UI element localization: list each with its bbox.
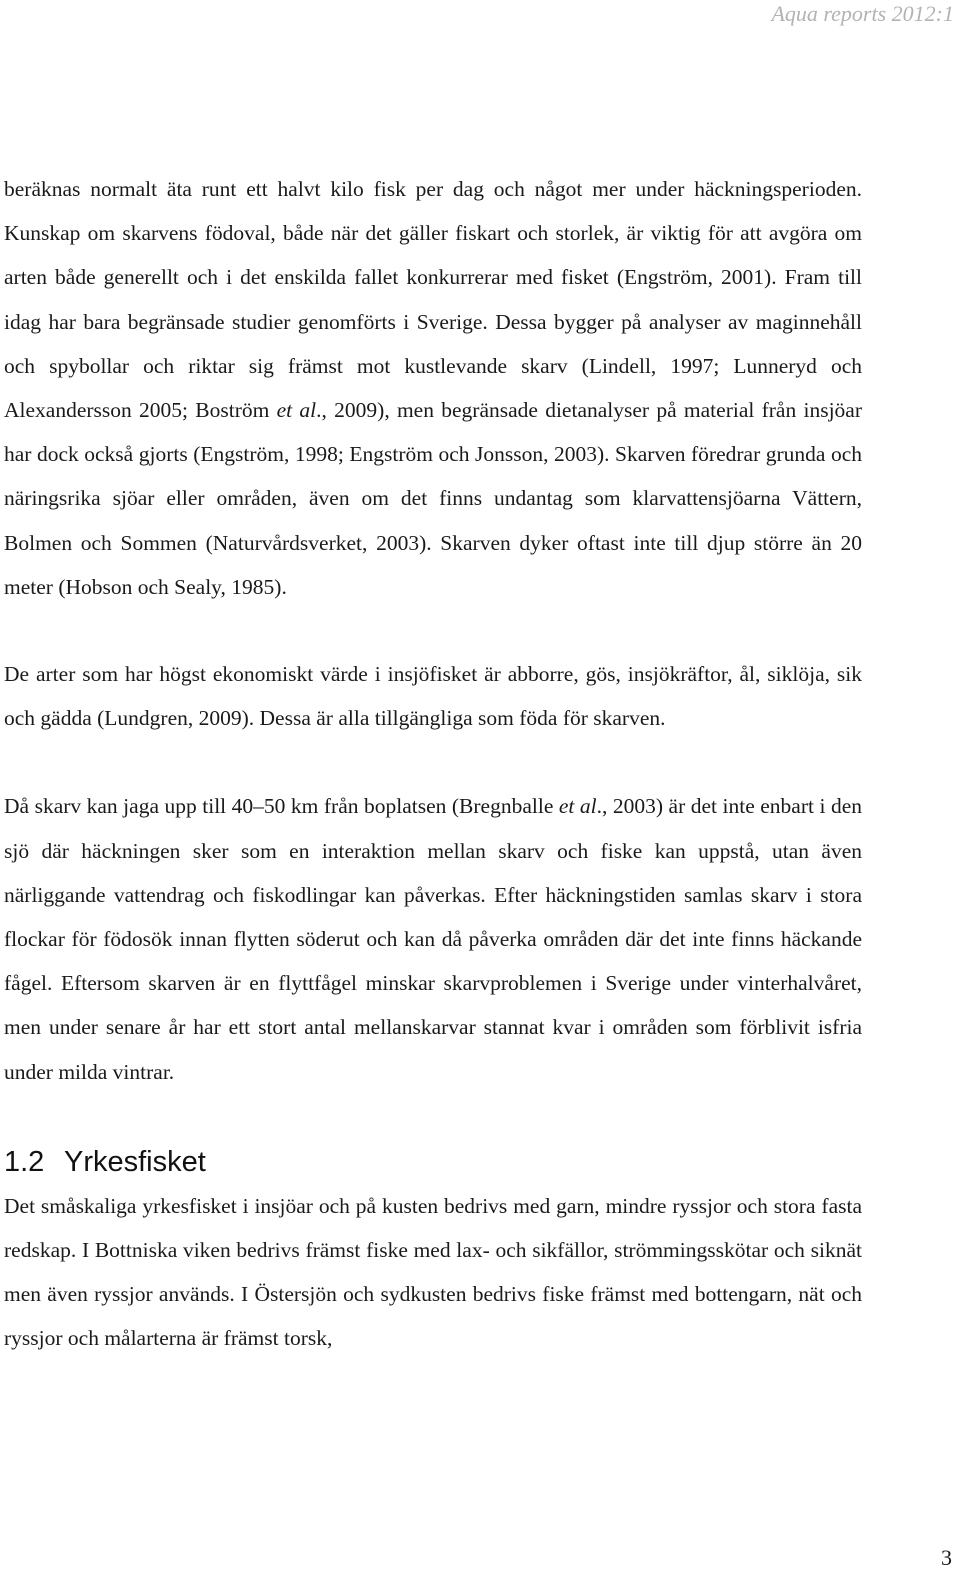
- paragraph-cormorant-diet: [4, 167, 862, 609]
- section-title: Yrkesfisket: [64, 1145, 206, 1178]
- text-segment: Då skarv kan jaga upp till 40–50 km från boplatsen (Bregnballe: [4, 794, 559, 819]
- text-segment: ., 2003) är det inte enbart i den sjö där häckningen sker som en interaktion mellan skarv och fiske kan uppstå, utan även närliggande vattendrag och fiskodlingar kan påverkas. Efter häckningstiden samlas skarv i stora flockar för födosök innan flytten söderut och kan då påverka områden där det inte finns häckande fågel. Eftersom skarven är en flyttfågel minskar skarvproblemen i Sverige under vinterhalvåret, men under senare år har ett stort antal mellanskarvar stannat kvar i områden som förblivit isfria under milda vintrar.: [4, 794, 862, 1084]
- text-segment: ., 2009), men begränsade dietanalyser på material från insjöar har dock också gjorts (Engström, 1998; Engström och Jonsson, 2003). Skarven föredrar grunda och näringsrika sjöar eller områden, även om det finns undantag som klarvattensjöarna Vättern, Bolmen och Sommen (Naturvårdsverket, 2003). Skarven dyker oftast inte till djup större än 20 meter (Hobson och Sealy, 1985).: [4, 398, 863, 599]
- paragraph-economic-species: De arter som har högst ekonomiskt värde i insjöfisket är abborre, gös, insjökräftor, ål, siklöja, sik och gädda (Lundgren, 2009). Dessa är alla tillgängliga som föda för skarven.: [4, 662, 862, 731]
- section-heading: [4, 1140, 862, 1184]
- section-number: 1.2: [4, 1145, 45, 1178]
- italic-text: et al: [558, 794, 597, 819]
- italic-text: et al: [276, 398, 317, 423]
- running-header: Aqua reports 2012:1: [771, 1, 954, 26]
- paragraph-commercial-fishing: Det småskaliga yrkesfisket i insjöar och på kusten bedrivs med garn, mindre ryssjor och stora fasta redskap. I Bottniska viken bedrivs främst fiske med lax- och sikfällor, strömmingsskötar och siknät men även ryssjor används. I Östersjön och sydkusten bedrivs fiske främst med bottengarn, nät och ryssjor och målarterna är främst torsk,: [4, 1193, 862, 1351]
- text-segment: beräknas normalt äta runt ett halvt kilo fisk per dag och något mer under häckningsperioden. Kunskap om skarvens födoval, både när det gäller fiskart och storlek, är viktig för att avgöra om arten både generellt och i det enskilda fallet konkurrerar med fisket (Engström, 2001). Fram till idag har bara begränsade studier genomförts i Sverige. Dessa bygger på analyser av maginnehåll och spybollar och riktar sig främst mot kustlevande skarv (Lindell, 1997; Lunneryd och Alexandersson 2005; Boström: [4, 177, 862, 423]
- page-body: [4, 167, 862, 1361]
- paragraph-hunting-range: [4, 784, 862, 1093]
- page-number: 3: [941, 1545, 952, 1570]
